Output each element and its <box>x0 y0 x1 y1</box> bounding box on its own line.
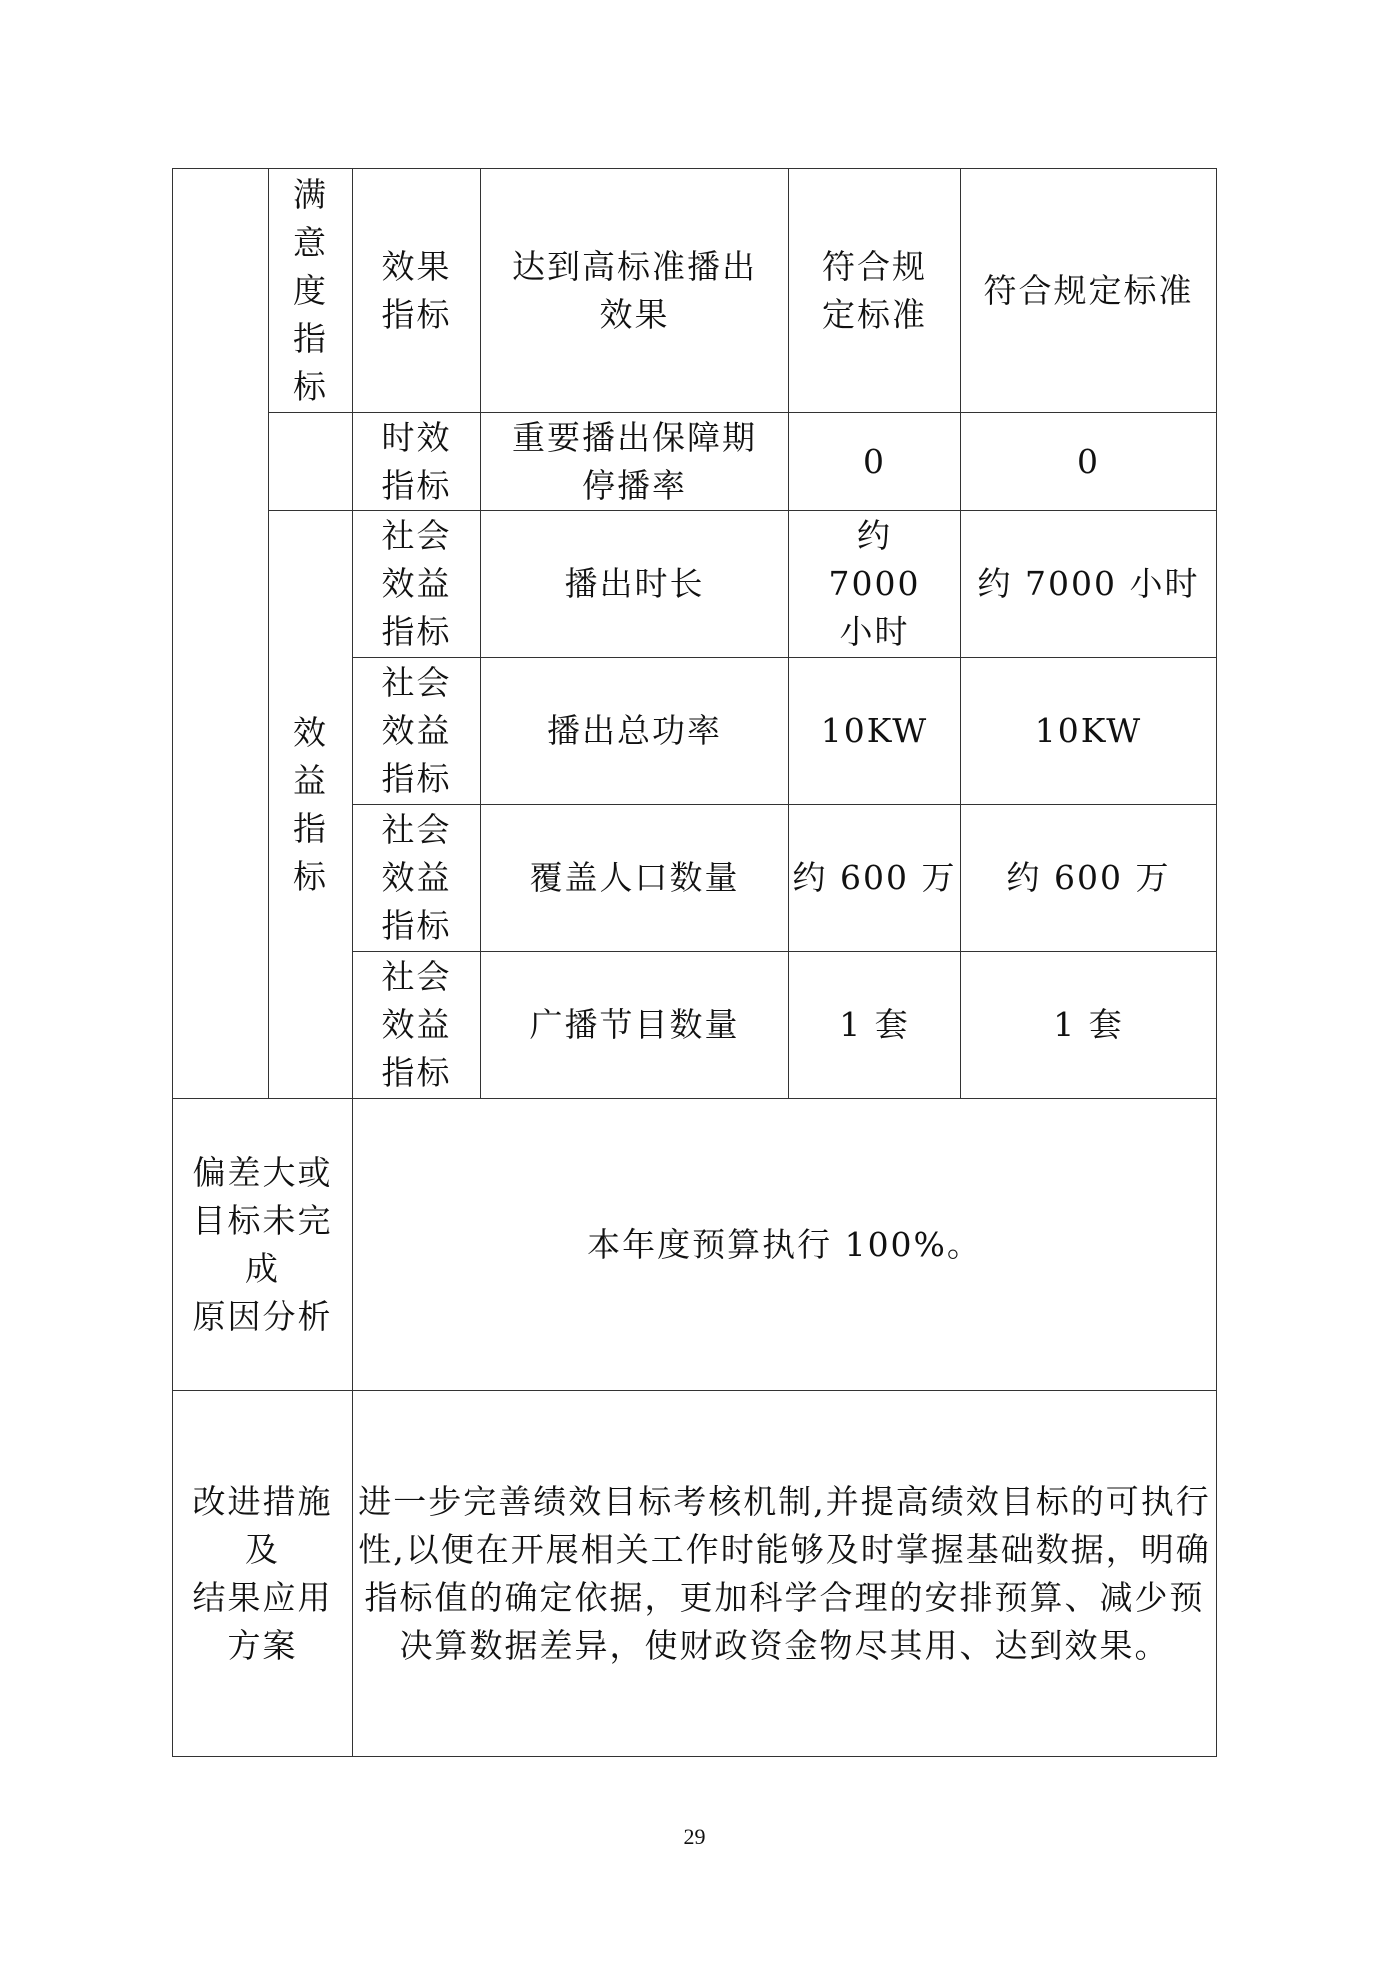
deviation-label-line: 目标未完 <box>192 1200 333 1240</box>
benefit-indicator-cell: 播出时长 <box>481 511 789 658</box>
benefit-target-cell: 约 600 万 <box>789 805 961 952</box>
page-number: 29 <box>683 1824 706 1849</box>
benefit-target-cell: 10KW <box>789 658 961 805</box>
satisfaction-actual-cell: 符合规定标准 <box>961 169 1217 413</box>
improvement-label-line: 改进措施 <box>192 1481 333 1521</box>
satisfaction-sub-cell: 效果指标 <box>353 169 481 413</box>
benefit-row <box>173 511 1217 658</box>
timeliness-indicator-cell: 重要播出保障期停播率 <box>481 413 789 511</box>
improvement-content-cell: 进一步完善绩效目标考核机制,并提高绩效目标的可执行性,以便在开展相关工作时能够及时掌握基础数据，明确指标值的确定依据，更加科学合理的安排预算、减少预决算数据差异，使财政资金物尽其用、达到效果。 <box>353 1391 1217 1757</box>
outer-blank-cell <box>173 169 269 1099</box>
improvement-row <box>173 1391 1217 1757</box>
deviation-label-line: 偏差大或 <box>192 1152 333 1192</box>
timeliness-row <box>173 413 1217 511</box>
benefit-actual-cell: 约 600 万 <box>961 805 1217 952</box>
timeliness-actual-cell: 0 <box>961 413 1217 511</box>
benefit-target-cell: 1 套 <box>789 952 961 1099</box>
improvement-label-line: 方案 <box>227 1625 298 1665</box>
deviation-label-line: 原因分析 <box>192 1296 333 1336</box>
deviation-label-line: 成 <box>245 1248 280 1288</box>
deviation-row <box>173 1099 1217 1391</box>
deviation-content-cell: 本年度预算执行 100%。 <box>353 1099 1217 1391</box>
improvement-label-line: 结果应用 <box>192 1577 333 1617</box>
benefit-sub-cell: 社会效益指标 <box>353 511 481 658</box>
improvement-label-line: 及 <box>245 1529 280 1569</box>
satisfaction-indicator-cell: 达到高标准播出效果 <box>481 169 789 413</box>
benefit-sub-cell: 社会效益指标 <box>353 952 481 1099</box>
benefit-category-cell: 效益指标 <box>269 511 353 1099</box>
satisfaction-target-cell: 符合规定标准 <box>789 169 961 413</box>
benefit-actual-cell: 1 套 <box>961 952 1217 1099</box>
improvement-label-cell <box>173 1391 353 1757</box>
timeliness-category-cell <box>269 413 353 511</box>
deviation-label-cell <box>173 1099 353 1391</box>
benefit-indicator-cell: 覆盖人口数量 <box>481 805 789 952</box>
benefit-indicator-cell: 播出总功率 <box>481 658 789 805</box>
benefit-actual-cell: 约 7000 小时 <box>961 511 1217 658</box>
timeliness-target-cell: 0 <box>789 413 961 511</box>
benefit-sub-cell: 社会效益指标 <box>353 658 481 805</box>
benefit-indicator-cell: 广播节目数量 <box>481 952 789 1099</box>
satisfaction-row <box>173 169 1217 413</box>
performance-table <box>172 168 1217 1757</box>
benefit-sub-cell: 社会效益指标 <box>353 805 481 952</box>
benefit-target-cell: 约 7000 小时 <box>789 511 961 658</box>
benefit-actual-cell: 10KW <box>961 658 1217 805</box>
timeliness-sub-cell: 时效指标 <box>353 413 481 511</box>
satisfaction-category-cell: 满意度指标 <box>269 169 353 413</box>
